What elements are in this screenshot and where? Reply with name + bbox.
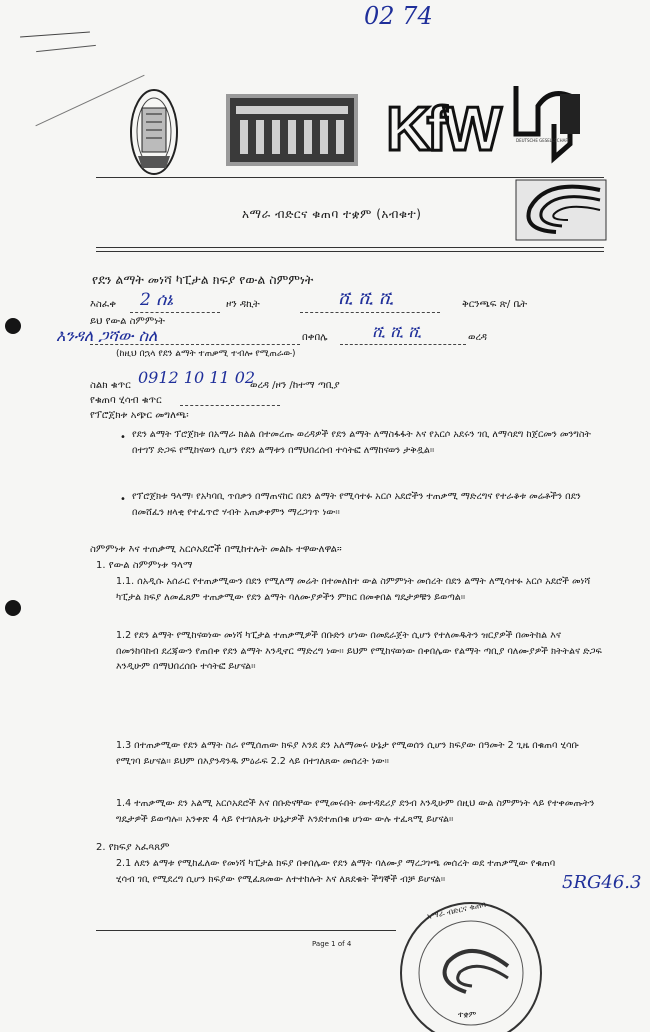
clause-1-4: 1.4 ተጠቃሚው ደን አልሚ አርሶአደሮች እና በቡድናቸው የሚመሩበት መተዳደሪያ ደንብ እንዲሁም በዚህ ውል ስምምነት ላይ የተቀመጡትን ግዴታዎች ይወጣሉ። አንቀጽ 4 ላይ የተገለጹት ሁኔታዎች እንደተጠበቁ ሆነው ውሉ ተፈጻሚ ይሆናል።	[116, 798, 595, 825]
clause-2-1: 2.1 ለደን ልማቱ የሚከፈለው የመነሻ ካፒታል ክፍያ በቀበሌው የደን ልማት ባለሙያ ማረጋገጫ መሰረት ወደ ተጠቃሚው የቁጠባ ሂሳብ ገቢ የሚደረግ ሲሆን ክፍያው የሚፈጸመው ለተተከሉት እና ለጸደቁት ችግኞች ብቻ ይሆናል።	[116, 858, 556, 885]
kebele-label: በቀበሌ	[302, 332, 328, 343]
section-1-heading: 1. የውል ስምምነቱ ዓላማ	[96, 560, 193, 571]
project-bullet-1: የደን ልማት ፕሮጀክቱ በአማራ ክልል በተመረጡ ወረዳዎች የደን ልማት ለማስፋፋት እና የአርሶ አደሩን ገቢ ለማሳደግ ከጀርመን መንግስት በተገኘ ድጋፍ የሚከናወን ሲሆን የደን ልማቱን በማህበረሰብ ተሳትፎ ለማከናወን ታቅዷል።	[132, 429, 591, 456]
project-intro-heading: የፕሮጀክቱ አጭር መግለጫ፡	[90, 410, 189, 421]
handwritten-file-number: 02 74	[364, 2, 433, 30]
building-photo-logo	[226, 94, 358, 166]
date-label: እስፈቀ	[90, 299, 117, 310]
office-label: ቅርንጫፍ ጽ/ ቤት	[462, 299, 528, 310]
document-title: የደን ልማት መነሻ ካፒታል ክፍያ የውል ስምምነት	[92, 272, 314, 287]
header-double-divider	[96, 247, 604, 252]
bullet-dot: •	[120, 432, 126, 443]
section-2-heading: 2. የክፍያ አፈጻጸም	[96, 842, 170, 853]
date-underline	[130, 312, 220, 313]
amhara-emblem-logo	[128, 86, 180, 178]
beneficiary-note: (ከዚህ በኋላ የደን ልማት ተጠቃሚ ተብሎ የሚጠራው)	[116, 349, 296, 359]
punch-hole	[5, 600, 21, 616]
woreda-label: ወረዳ	[468, 332, 487, 343]
project-bullet-2: የፕሮጀክቱ ዓላማ፡ የአካባቢ ጥበቃን በማጠናከር በደን ልማት የሚሳተፉ አርሶ አደሮችን ተጠቃሚ ማድረግና የተራቆቱ መሬቶችን በደን በመሸፈን ዘላቂ የተፈጥሮ ሃብት አጠቃቀምን ማረጋገጥ ነው።	[132, 491, 581, 518]
agreement-intro: ስምምነቱ እና ተጠቃሚ አርሶአደሮች በሚከተሉት መልኩ ተዋውለዋል።	[90, 544, 342, 555]
handwritten-code: 5RG46.3	[562, 872, 642, 893]
handwritten-kebele: ሺ ሺ ሺ	[372, 322, 422, 341]
clause-1-2: 1.2 የደን ልማት የሚከናወነው መነሻ ካፒታል ተጠቃሚዎች በቡድን ሆነው በመደራጀት ሲሆን የተለመዱትን ዝርያዎች በመትከል እና በመንከባከብ ደረጃውን የጠበቀ የደን ልማት እንዲኖር ማድረግ ነው። ይህም የሚከናወነው በቀበሌው የልማት ጣቢያ ባለሙያዎች ክትትልና ድጋፍ እንዲሁም በማህበረሰቡ ተሳትፎ ይሆናል።	[116, 630, 602, 672]
kebele-underline	[340, 344, 466, 345]
bullet-dot: •	[120, 494, 126, 505]
handwritten-date: 2 ሰኔ	[140, 290, 173, 310]
place-underline	[300, 312, 440, 313]
zone-label: ዞን ዳኪት	[226, 299, 260, 310]
phone-label: ስልክ ቁጥር	[90, 380, 131, 391]
punch-hole	[5, 318, 21, 334]
svg-text:KfW: KfW	[386, 95, 498, 164]
handwritten-place: ሺ ሺ ሺ	[338, 288, 394, 309]
acsi-swirl-logo	[516, 180, 606, 240]
gtz-logo	[514, 84, 584, 162]
stamp-bottom-text: ተቋም	[458, 1010, 477, 1019]
stamp-top-text: አማራ ብድርና ቁጠባ	[425, 899, 487, 922]
name-underline	[90, 344, 300, 345]
footer-divider	[96, 930, 396, 931]
kfw-logo	[386, 88, 498, 164]
bank-underline	[180, 405, 280, 406]
contract-label: ይህ የውል ስምምነት	[90, 316, 165, 327]
handwritten-name: እንዳለ ጋሻው ስለ	[56, 326, 158, 345]
clause-1-3: 1.3 በተጠቃሚው የደን ልማት ስራ የሚሰጠው ክፍያ እንደ ደን አለማመሩ ሁኔታ የሚወሰን ሲሆን ክፍያው በዓመት 2 ጊዜ በቁጠባ ሂሳቡ የሚገባ ይሆናል። ይህም በእያንዳንዱ ምዕራፍ 2.2 ላይ በተገለጸው መሰረት ነው።	[116, 740, 579, 767]
woreda-zone-label: ወረዳ /ዞን /ከተማ ጣቢያ	[250, 380, 340, 391]
scan-mark	[36, 45, 96, 52]
org-title: አማራ ብድርና ቁጠባ ተቋም (አብቁተ)	[242, 207, 422, 221]
page-number: Page 1 of 4	[312, 940, 352, 948]
header-divider	[96, 177, 604, 178]
clause-1-1: 1.1. ሰአዲሱ አሰራር የተጠቃሚውን በደን የሚለማ መሬት በተመለከተ ውል ስምምነት መሰረት በደን ልማት ለሚሳተፉ አርሶ አደሮች መነሻ ካፒታል ክፍያ ለመፈጸም ተጠቃሚው የደን ልማት ባለሙያዎችን ምክር በመቀበል ግዴታዎቹን ይወጣል።	[116, 576, 591, 603]
scan-mark	[20, 32, 90, 38]
official-stamp	[396, 898, 546, 1028]
handwritten-phone: 0912 10 11 02	[138, 368, 256, 387]
gtz-logo-caption: DEUTSCHE GESELLSCHAFT	[516, 138, 571, 143]
bank-account-label: የቁጠባ ሂሳብ ቁጥር	[90, 395, 162, 406]
